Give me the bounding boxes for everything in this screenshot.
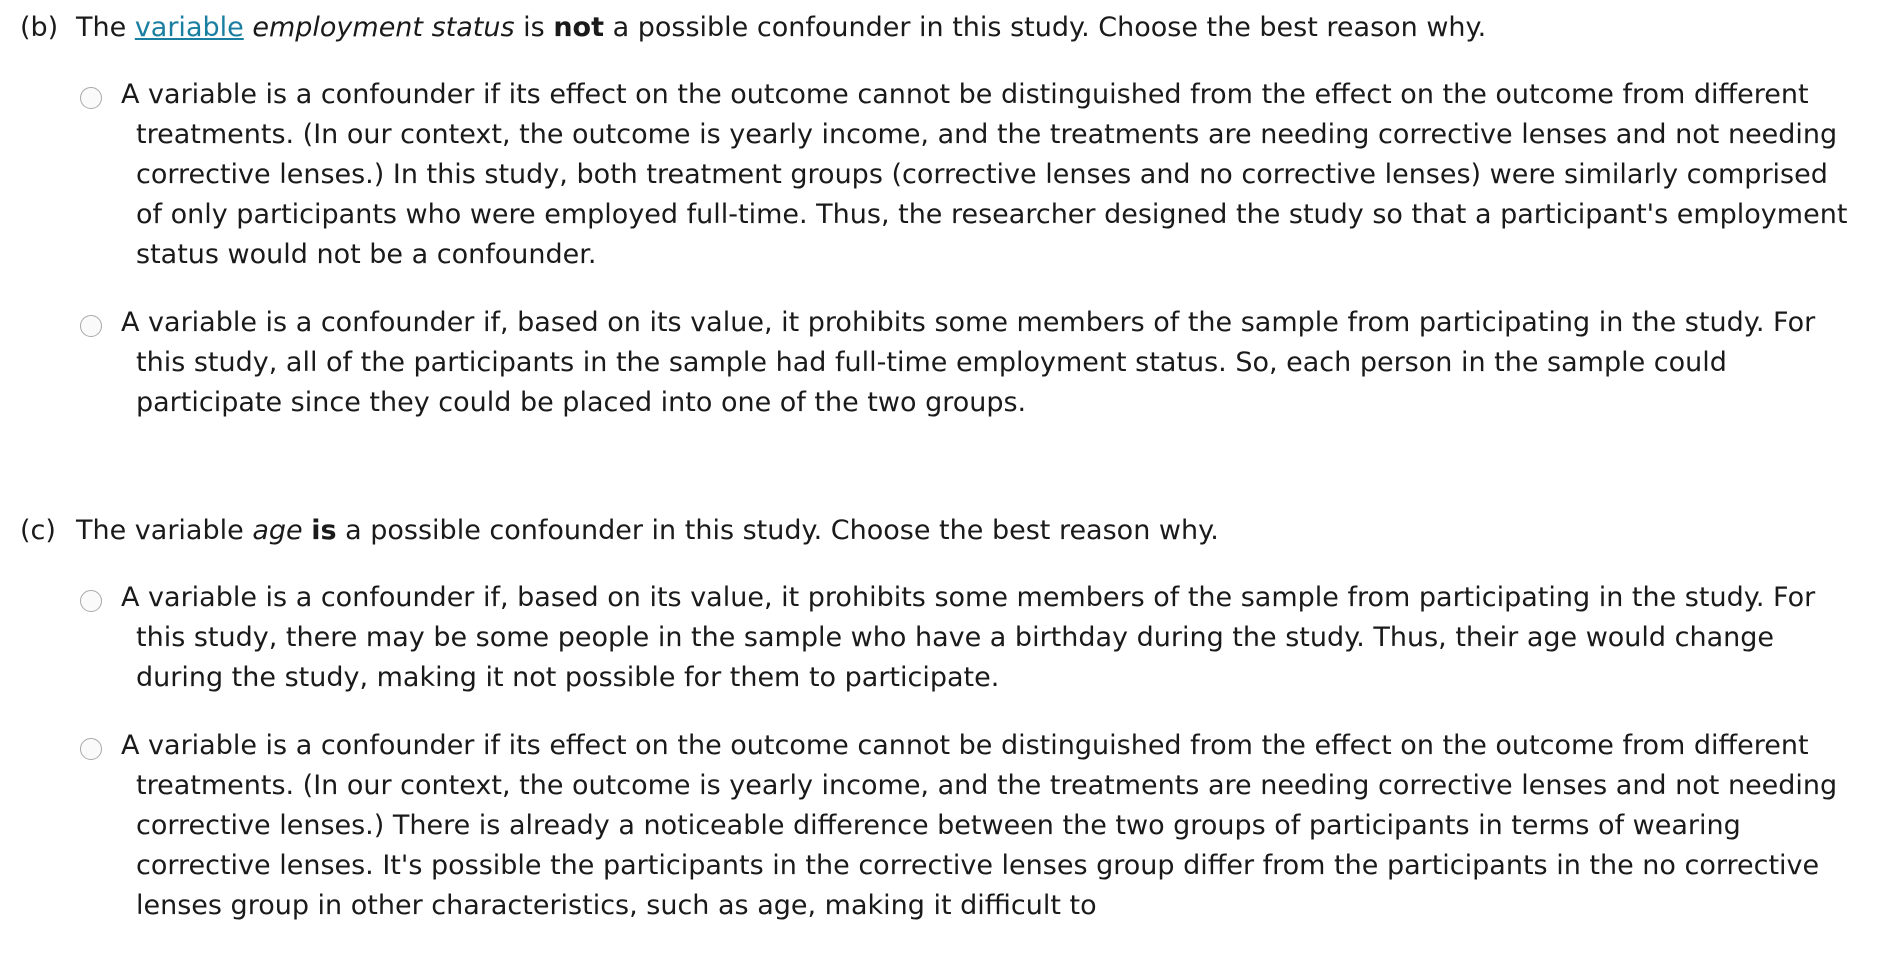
question-b-variable-name: employment status	[252, 12, 515, 43]
radio-button[interactable]	[80, 590, 102, 612]
question-c-prompt	[20, 511, 1860, 551]
radio-button[interactable]	[80, 315, 102, 337]
question-b-option-2[interactable]	[80, 303, 1860, 423]
question-b	[20, 8, 1860, 451]
question-b-label: (b)	[20, 12, 59, 43]
radio-button[interactable]	[80, 87, 102, 109]
question-b-prompt	[20, 8, 1860, 48]
question-b-prompt-post: a possible confounder in this study. Choose the best reason why.	[612, 12, 1487, 43]
question-b-option-1[interactable]	[80, 75, 1860, 275]
question-c-option-1[interactable]	[80, 578, 1860, 698]
question-b-prompt-is: is	[523, 12, 545, 43]
radio-button[interactable]	[80, 738, 102, 760]
question-b-prompt-pre: The	[76, 12, 127, 43]
question-c-variable-name: age	[252, 515, 303, 546]
question-c-label: (c)	[20, 515, 56, 546]
question-c-prompt-pre: The variable	[76, 515, 244, 546]
question-b-prompt-not: not	[553, 12, 605, 43]
option-text: A variable is a confounder if its effect on the outcome cannot be distinguished from the effect on the outcome from different treatments. (In our context, the outcome is yearly income, and the treatments are needing corrective lenses and not needing corrective lenses.) There is already a noticeable difference between the two groups of participants in terms of wearing corrective lenses. It's possible the participants in the corrective lenses group differ from the participants in the no corrective lenses group in other characteristics, such as age, making it difficult to	[121, 730, 1838, 921]
question-c-option-2[interactable]	[80, 726, 1860, 926]
question-c	[20, 511, 1860, 954]
variable-glossary-link[interactable]: variable	[134, 12, 244, 43]
question-c-prompt-post: a possible confounder in this study. Choose the best reason why.	[345, 515, 1219, 546]
question-c-prompt-is: is	[311, 515, 337, 546]
option-text: A variable is a confounder if, based on its value, it prohibits some members of the sample from participating in the study. For this study, there may be some people in the sample who have a birthday during the study. Thus, their age would change during the study, making it not possible for them to participate.	[121, 582, 1816, 693]
question-c-options	[20, 578, 1860, 926]
question-b-options	[20, 75, 1860, 423]
option-text: A variable is a confounder if its effect on the outcome cannot be distinguished from the effect on the outcome from different treatments. (In our context, the outcome is yearly income, and the treatments are needing corrective lenses and not needing corrective lenses.) In this study, both treatment groups (corrective lenses and no corrective lenses) were similarly comprised of only participants who were employed full-time. Thus, the researcher designed the study so that a participant's employment status would not be a confounder.	[121, 79, 1848, 270]
option-text: A variable is a confounder if, based on its value, it prohibits some members of the sample from participating in the study. For this study, all of the participants in the sample had full-time employment status. So, each person in the sample could participate since they could be placed into one of the two groups.	[121, 307, 1816, 418]
